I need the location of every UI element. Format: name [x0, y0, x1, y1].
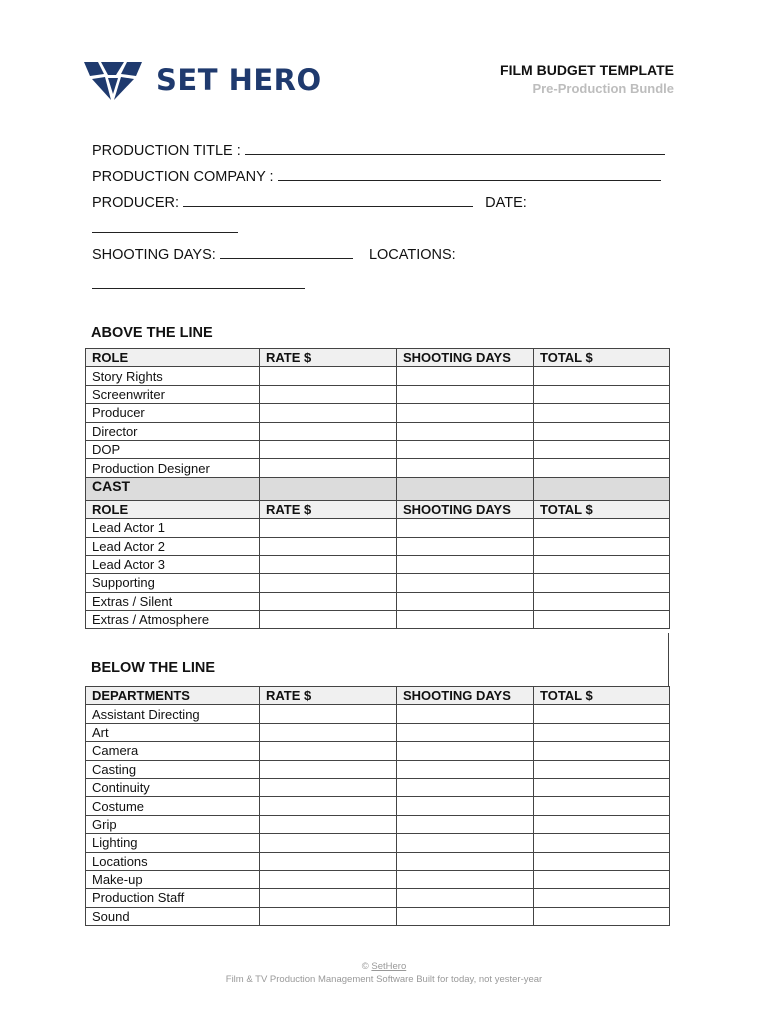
row-label: Screenwriter [86, 385, 260, 403]
sethero-link[interactable]: SetHero [371, 961, 407, 972]
production-company-blank[interactable] [278, 166, 661, 181]
total-cell[interactable] [534, 852, 670, 870]
total-cell[interactable] [534, 574, 670, 592]
total-cell[interactable] [534, 815, 670, 833]
rate-cell[interactable] [260, 592, 397, 610]
column-header: SHOOTING DAYS [397, 349, 534, 367]
table-row [86, 537, 670, 555]
table-row [86, 889, 670, 907]
shooting-days-cell[interactable] [397, 797, 534, 815]
row-label: Lighting [86, 834, 260, 852]
shooting-days-cell[interactable] [397, 760, 534, 778]
row-label: Assistant Directing [86, 705, 260, 723]
document-title: FILM BUDGET TEMPLATE [500, 62, 674, 78]
rate-cell[interactable] [260, 723, 397, 741]
production-title-label: PRODUCTION TITLE : [92, 143, 241, 159]
producer-label: PRODUCER: [92, 195, 180, 211]
row-label: Casting [86, 760, 260, 778]
cast-row-cell [260, 477, 397, 500]
locations-blank[interactable] [92, 274, 305, 289]
total-cell[interactable] [534, 404, 670, 422]
shooting-days-cell[interactable] [397, 705, 534, 723]
table-row [86, 367, 670, 385]
row-label: Producer [86, 404, 260, 422]
rate-cell[interactable] [260, 705, 397, 723]
sethero-logo [84, 58, 322, 102]
total-cell[interactable] [534, 907, 670, 925]
table-row [86, 797, 670, 815]
document-subtitle: Pre-Production Bundle [532, 81, 674, 96]
shooting-days-cell[interactable] [397, 889, 534, 907]
column-header: ROLE [86, 349, 260, 367]
document-header [500, 62, 674, 96]
table-row [86, 404, 670, 422]
column-header: RATE $ [260, 500, 397, 518]
shooting-days-line [92, 242, 692, 268]
rate-cell[interactable] [260, 815, 397, 833]
shooting-days-cell[interactable] [397, 907, 534, 925]
table-row [86, 760, 670, 778]
production-fields [92, 138, 692, 298]
table-header-row [86, 687, 670, 705]
rate-cell[interactable] [260, 367, 397, 385]
shooting-days-cell[interactable] [397, 778, 534, 796]
cast-row-cell [534, 477, 670, 500]
above-the-line-title: ABOVE THE LINE [91, 325, 213, 341]
total-cell[interactable] [534, 611, 670, 629]
table-row [86, 852, 670, 870]
footer-tagline: Film & TV Production Management Software Built for today, not yester-year [225, 974, 543, 985]
date-label: DATE: [485, 195, 527, 211]
total-cell[interactable] [534, 459, 670, 477]
row-label: Supporting [86, 574, 260, 592]
row-label: Lead Actor 2 [86, 537, 260, 555]
table-row [86, 611, 670, 629]
shooting-days-label: SHOOTING DAYS: [92, 247, 216, 263]
shooting-days-cell[interactable] [397, 367, 534, 385]
rate-cell[interactable] [260, 440, 397, 458]
total-cell[interactable] [534, 705, 670, 723]
table-row [86, 705, 670, 723]
table-header-row [86, 349, 670, 367]
rate-cell[interactable] [260, 459, 397, 477]
shooting-days-cell[interactable] [397, 611, 534, 629]
producer-blank[interactable] [183, 192, 473, 207]
shooting-days-cell[interactable] [397, 852, 534, 870]
shooting-days-cell[interactable] [397, 592, 534, 610]
total-cell[interactable] [534, 367, 670, 385]
shooting-days-blank[interactable] [220, 244, 353, 259]
shooting-days-cell[interactable] [397, 834, 534, 852]
total-cell[interactable] [534, 385, 670, 403]
production-title-line [92, 138, 692, 164]
row-label: Extras / Atmosphere [86, 611, 260, 629]
shooting-days-cell[interactable] [397, 555, 534, 573]
table-row [86, 555, 670, 573]
shooting-days-cell[interactable] [397, 870, 534, 888]
rate-cell[interactable] [260, 834, 397, 852]
rate-cell[interactable] [260, 555, 397, 573]
shooting-days-cell[interactable] [397, 742, 534, 760]
rate-cell[interactable] [260, 852, 397, 870]
locations-line [92, 272, 692, 298]
row-label: Camera [86, 742, 260, 760]
total-cell[interactable] [534, 422, 670, 440]
total-cell[interactable] [534, 723, 670, 741]
column-header: RATE $ [260, 687, 397, 705]
rate-cell[interactable] [260, 742, 397, 760]
cast-label: CAST [86, 477, 260, 500]
shooting-days-cell[interactable] [397, 815, 534, 833]
total-cell[interactable] [534, 889, 670, 907]
rate-cell[interactable] [260, 907, 397, 925]
date-blank[interactable] [92, 218, 238, 233]
column-header: SHOOTING DAYS [397, 500, 534, 518]
shooting-days-cell[interactable] [397, 422, 534, 440]
rate-cell[interactable] [260, 537, 397, 555]
column-header: RATE $ [260, 349, 397, 367]
column-header: TOTAL $ [534, 500, 670, 518]
row-label: DOP [86, 440, 260, 458]
rate-cell[interactable] [260, 870, 397, 888]
table-row [86, 422, 670, 440]
shooting-days-cell[interactable] [397, 574, 534, 592]
copyright-symbol: © [361, 961, 369, 972]
table-row [86, 723, 670, 741]
row-label: Make-up [86, 870, 260, 888]
rate-cell[interactable] [260, 574, 397, 592]
row-label: Extras / Silent [86, 592, 260, 610]
production-company-label: PRODUCTION COMPANY : [92, 169, 274, 185]
rate-cell[interactable] [260, 404, 397, 422]
row-label: Lead Actor 1 [86, 519, 260, 537]
table-row [86, 385, 670, 403]
footer-copyright [0, 960, 768, 973]
table-row [86, 519, 670, 537]
total-cell[interactable] [534, 537, 670, 555]
column-header: SHOOTING DAYS [397, 687, 534, 705]
table-row [86, 870, 670, 888]
shooting-days-cell[interactable] [397, 440, 534, 458]
total-cell[interactable] [534, 870, 670, 888]
total-cell[interactable] [534, 592, 670, 610]
cast-row-cell [397, 477, 534, 500]
table-row [86, 778, 670, 796]
table-row [86, 574, 670, 592]
above-the-line-table [85, 348, 670, 629]
rate-cell[interactable] [260, 778, 397, 796]
rate-cell[interactable] [260, 611, 397, 629]
shooting-days-cell[interactable] [397, 459, 534, 477]
rate-cell[interactable] [260, 797, 397, 815]
production-company-line [92, 164, 692, 190]
total-cell[interactable] [534, 760, 670, 778]
shooting-days-cell[interactable] [397, 385, 534, 403]
column-header: DEPARTMENTS [86, 687, 260, 705]
rate-cell[interactable] [260, 422, 397, 440]
shooting-days-cell[interactable] [397, 537, 534, 555]
row-label: Art [86, 723, 260, 741]
table-row [86, 742, 670, 760]
table-row [86, 815, 670, 833]
total-cell[interactable] [534, 742, 670, 760]
row-label: Story Rights [86, 367, 260, 385]
row-label: Locations [86, 852, 260, 870]
table-row [86, 440, 670, 458]
row-label: Costume [86, 797, 260, 815]
producer-line [92, 190, 692, 216]
total-cell[interactable] [534, 519, 670, 537]
locations-label: LOCATIONS: [368, 247, 456, 263]
total-cell[interactable] [534, 555, 670, 573]
footer [0, 960, 768, 986]
rate-cell[interactable] [260, 889, 397, 907]
row-label: Continuity [86, 778, 260, 796]
total-cell[interactable] [534, 778, 670, 796]
shooting-days-cell[interactable] [397, 404, 534, 422]
column-header: ROLE [86, 500, 260, 518]
table-row [86, 834, 670, 852]
rate-cell[interactable] [260, 519, 397, 537]
row-label: Production Staff [86, 889, 260, 907]
below-the-line-table [85, 686, 670, 926]
cast-section-row [86, 477, 670, 500]
shooting-days-cell[interactable] [397, 723, 534, 741]
diamond-logo-icon [84, 58, 142, 102]
rate-cell[interactable] [260, 385, 397, 403]
row-label: Lead Actor 3 [86, 555, 260, 573]
row-label: Sound [86, 907, 260, 925]
brand-name: SET HERO [156, 63, 322, 97]
total-cell[interactable] [534, 797, 670, 815]
column-header: TOTAL $ [534, 687, 670, 705]
row-label: Grip [86, 815, 260, 833]
rate-cell[interactable] [260, 760, 397, 778]
table-row [86, 459, 670, 477]
row-label: Production Designer [86, 459, 260, 477]
table-row [86, 907, 670, 925]
shooting-days-cell[interactable] [397, 519, 534, 537]
total-cell[interactable] [534, 834, 670, 852]
below-the-line-title: BELOW THE LINE [91, 660, 216, 676]
column-header: TOTAL $ [534, 349, 670, 367]
table-row [86, 592, 670, 610]
date-line [92, 216, 692, 242]
table-header-row [86, 500, 670, 518]
production-title-blank[interactable] [245, 140, 665, 155]
row-label: Director [86, 422, 260, 440]
total-cell[interactable] [534, 440, 670, 458]
table-border-line [668, 633, 669, 687]
